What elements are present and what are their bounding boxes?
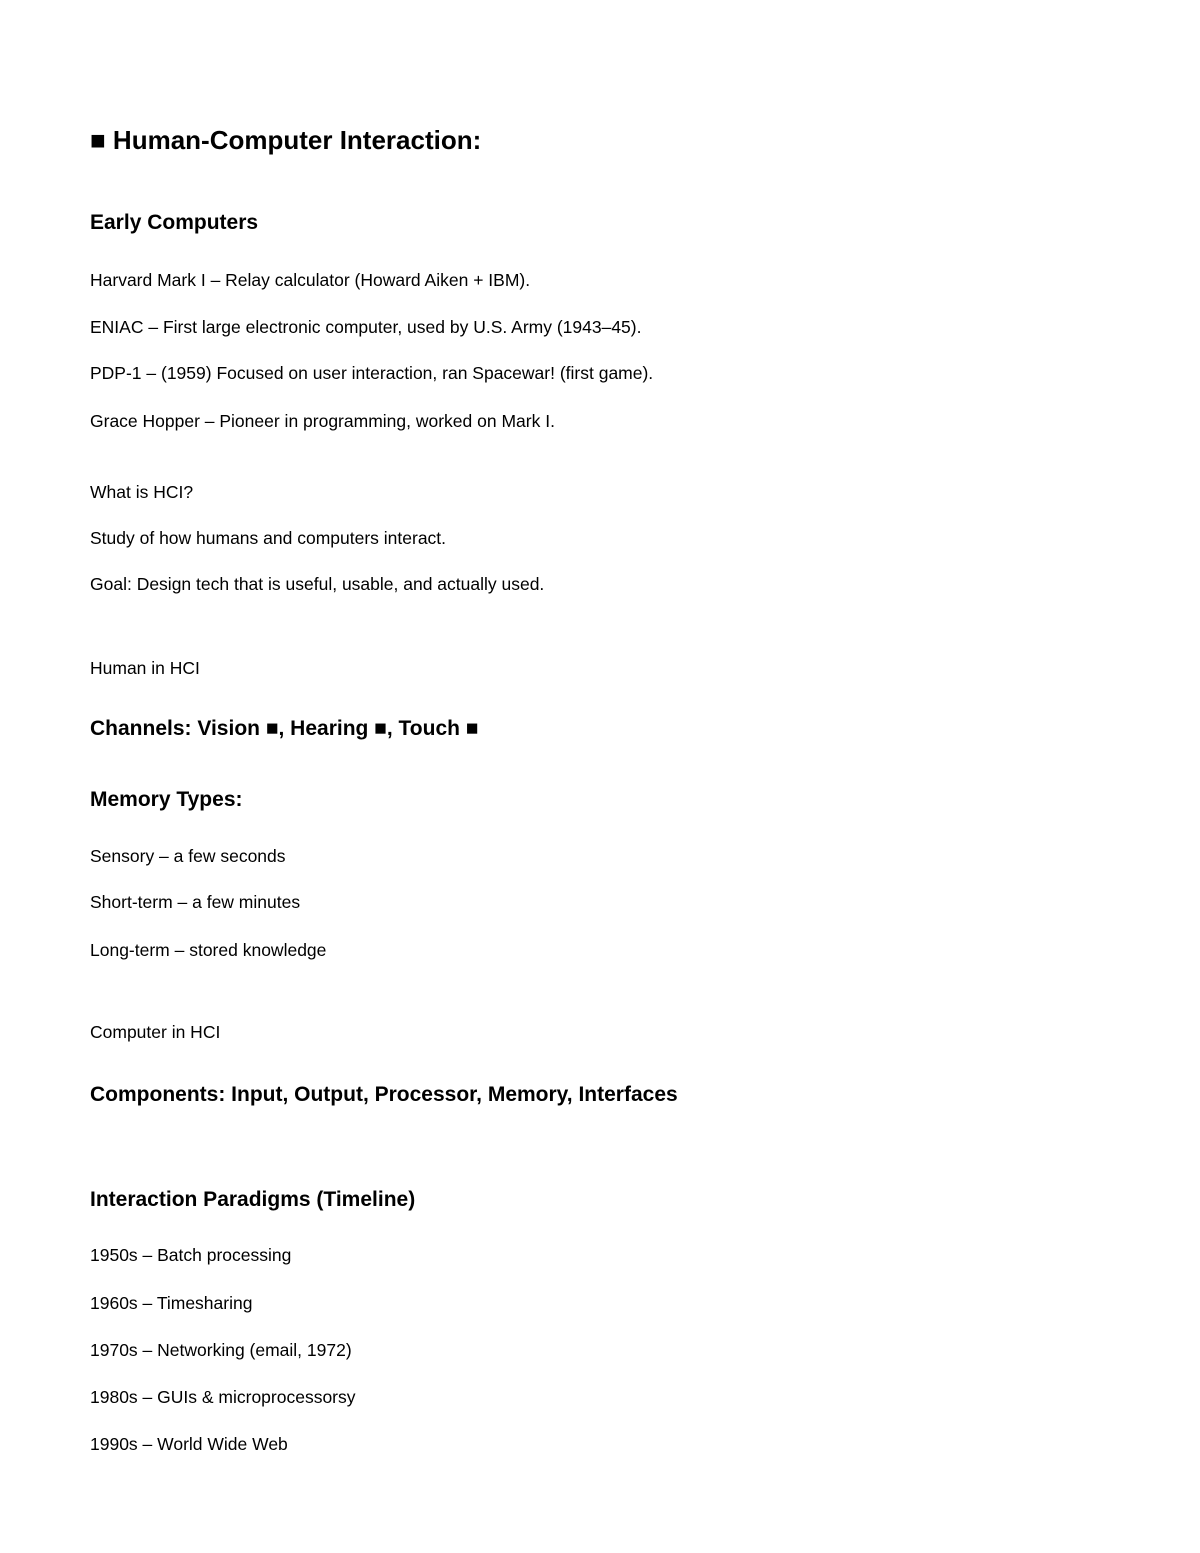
channels-heading: Channels: Vision ■, Hearing ■, Touch ■ <box>90 717 479 740</box>
early-computer-item: Harvard Mark I – Relay calculator (Howard Aiken + IBM). <box>90 270 531 290</box>
computer-in-hci-label: Computer in HCI <box>90 1022 221 1042</box>
paradigm-item: 1950s – Batch processing <box>90 1245 292 1265</box>
paradigm-item: 1980s – GUIs & microprocessorsy <box>90 1387 356 1407</box>
interaction-paradigms-heading: Interaction Paradigms (Timeline) <box>90 1188 416 1211</box>
memory-type-item: Short-term – a few minutes <box>90 892 301 912</box>
memory-type-item: Sensory – a few seconds <box>90 846 286 866</box>
hci-goal-line: Goal: Design tech that is useful, usable, and actually used. <box>90 574 545 594</box>
what-is-hci-question: What is HCI? <box>90 482 194 502</box>
hci-definition-line: Study of how humans and computers interact. <box>90 528 447 548</box>
early-computer-item: Grace Hopper – Pioneer in programming, worked on Mark I. <box>90 411 555 431</box>
paradigm-item: 1990s – World Wide Web <box>90 1434 288 1454</box>
memory-type-item: Long-term – stored knowledge <box>90 940 327 960</box>
paradigm-item: 1970s – Networking (email, 1972) <box>90 1340 352 1360</box>
early-computer-item: PDP-1 – (1959) Focused on user interaction, ran Spacewar! (first game). <box>90 363 654 383</box>
human-in-hci-label: Human in HCI <box>90 658 200 678</box>
document-title: ■ Human-Computer Interaction: <box>90 125 482 155</box>
early-computer-item: ENIAC – First large electronic computer, used by U.S. Army (1943–45). <box>90 317 642 337</box>
memory-types-heading: Memory Types: <box>90 788 243 811</box>
paradigm-item: 1960s – Timesharing <box>90 1293 253 1313</box>
early-computers-heading: Early Computers <box>90 211 259 234</box>
components-heading: Components: Input, Output, Processor, Memory, Interfaces <box>90 1083 678 1106</box>
